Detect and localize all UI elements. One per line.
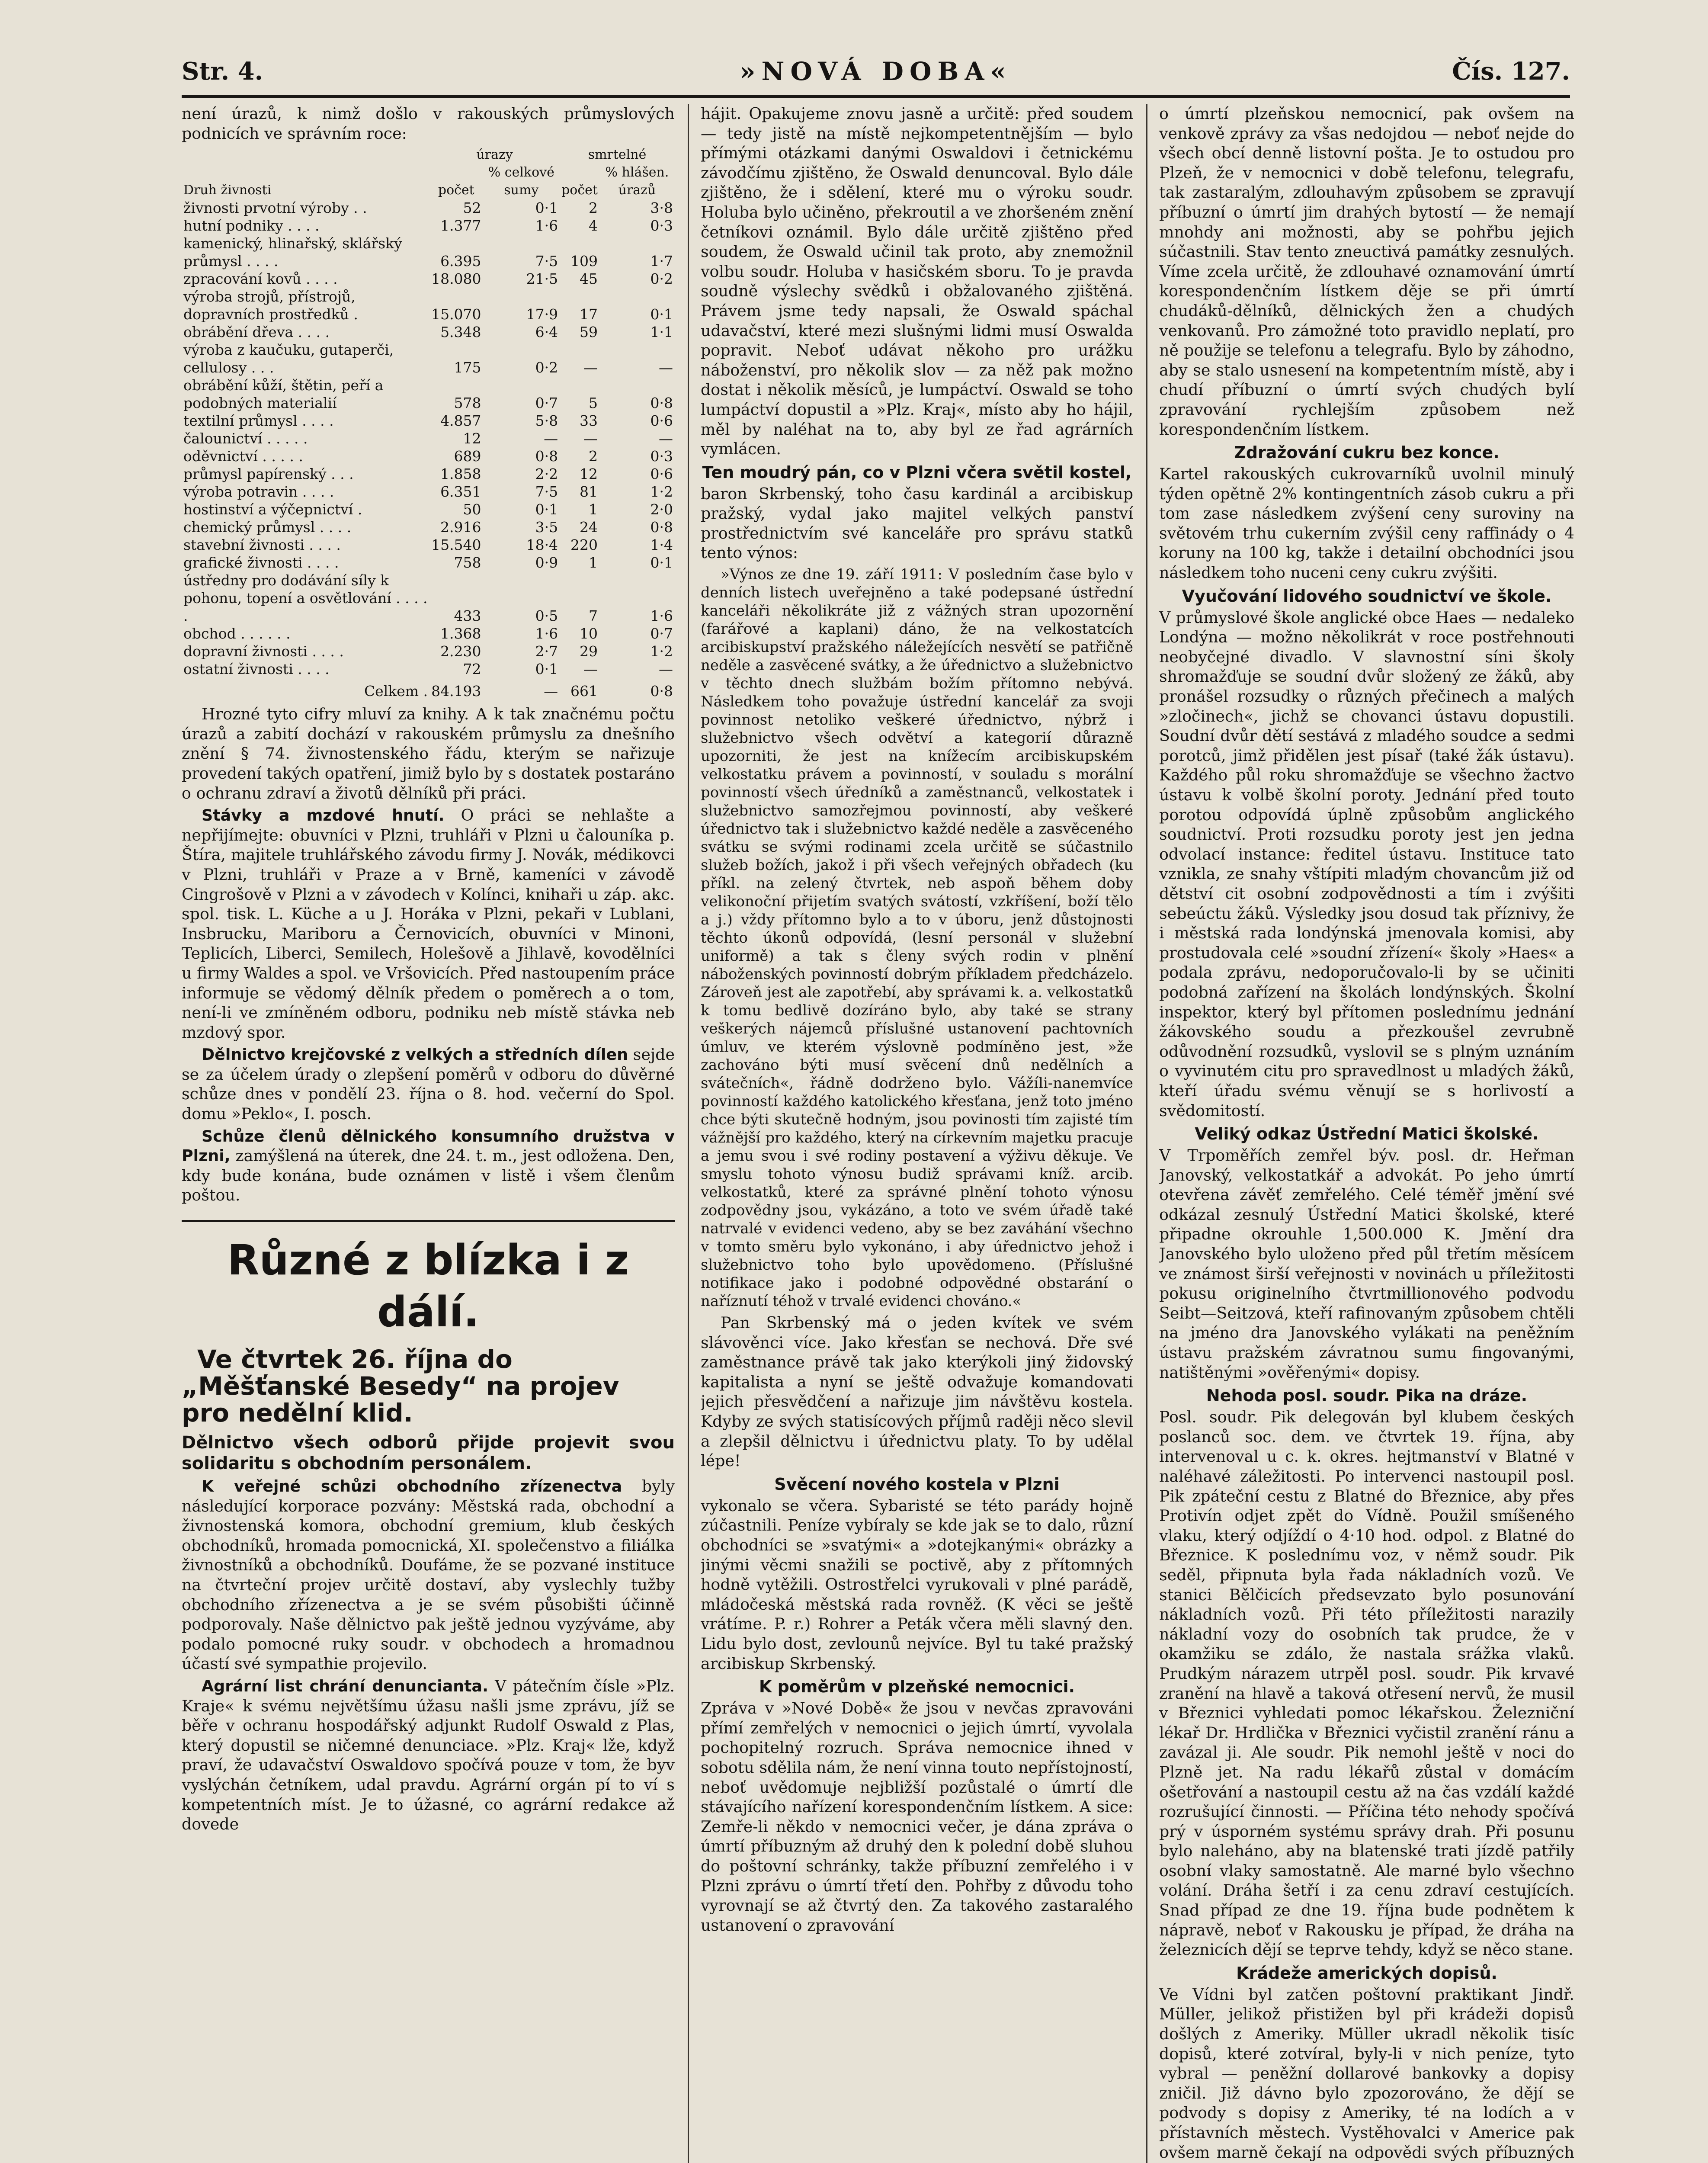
trade-name: stavební živnosti . . . . [183, 536, 341, 554]
column-1 [182, 104, 675, 2163]
fatal-pct-cell: 1·7 [650, 253, 673, 270]
headline-agrarian: Agrární list chrání denunciantа. [202, 1676, 488, 1695]
headline-school-court: Vyučování lidového soudnictví ve škole. [1182, 586, 1552, 606]
article-paragraph: sejde se za účelem úrady o zlepšení poměrů v odboru do důvěrné schůze dnes v pondělí 23. října o 8. hod. večerní do Spol. domu »Peklo«, I. posch. [182, 1045, 675, 1123]
count-cell: 12 [463, 430, 481, 447]
fatal-count-cell: 1 [588, 554, 598, 571]
pct-cell: 1·6 [535, 217, 558, 234]
bold-announcement: Ve čtvrtek 26. října do „Měšťanské Besedy“ na projev pro nedělní klid. [182, 1345, 619, 1428]
count-cell: 4.857 [440, 412, 481, 430]
pct-cell: 7·5 [535, 483, 558, 501]
table-row [182, 642, 675, 660]
table-row [182, 518, 675, 536]
count-cell: 72 [463, 661, 481, 678]
fatal-count-cell: 12 [579, 465, 598, 483]
fatal-count-cell: 220 [570, 536, 598, 554]
headline-tailors: Dělnictvo krejčovské z velkých a středních dílen [202, 1045, 628, 1064]
pct-cell: 5·8 [535, 412, 558, 430]
pct-cell: 3·5 [535, 519, 558, 536]
trade-name: grafické živnosti . . . . [183, 554, 339, 571]
total-count: 84.193 [431, 683, 481, 700]
fatal-pct-cell: 0·8 [650, 519, 673, 536]
fatal-pct-cell: 0·6 [650, 465, 673, 483]
trade-name: kamenický, hlinařský, sklářský průmysl . . . . [183, 235, 402, 270]
fatal-count-cell: 81 [579, 483, 598, 501]
trade-name: obchod . . . . . . [183, 625, 291, 642]
fatal-pct-cell: — [659, 359, 673, 376]
article-paragraph: Zpráva v »Nové Době« že jsou v nevčas zpravováni přímí zemřelých v nemocnici o jejich úmrtí, vyvolala pochopitelný rozruch. Správa nemocnice ihned v sobotu sdělila nám, že není vinna touto nepřístojností, neboť uvědomuje nejbližší pozůstalé o úmrtí dle stávajícího nařízení korespondenčním lístkem. A sice: Zemře-li někdo v nemocnici večer, je dána zpráva o úmrtí příbuzným až druhý den k polední době sluhou do poštovní schránky, takže příbuzní zemřelého i v Plzni zprávu o úmrtí třetí den. Pohřby z důvodu toho vyrovnají se až čtvrtý den. Za takového zastaralého ustanovení o zpravování [701, 1699, 1133, 1935]
fatal-count-cell: 59 [579, 324, 598, 341]
pct-cell: 0·9 [535, 554, 558, 571]
table-row [182, 625, 675, 642]
section-title: Různé z blízka i z dálí. [182, 1220, 675, 1338]
table-row [182, 199, 675, 217]
masthead-title: »NOVÁ DOBA« [740, 57, 1012, 86]
count-cell: 52 [463, 199, 481, 217]
column-2 [701, 104, 1133, 2163]
article-paragraph: o úmrtí plzeňskou nemocnicí, pak ovšem na venkově zprávy za všas nedojdou — neboť nejde do všech obcí denně listovní pošta. Je to ostudou pro Plzeň, že v nemocnici v době telefonu, telegrafu, tak zastaralým, zdlouhavým způsobem se zpravují příbuzní o úmrtí jim drahých bytostí — že nemají mnohdy ani možnosti, aby se pohřbu jejich súčastnili. Stav tento zneuctivá památky zesnulých. Víme zcela určitě, že zdlouhavé oznamování úmrtí korespondenčním lístkem děje se při úmrtí chudáků-dělníků, dělnických žen a chudých venkovanů. Pro zámožné toto pravidlo neplatí, pro ně použije se telefonu a telegrafu. Bylo by záhodno, aby se stalo usnesení na kompetentním místě, aby i chudí příbuzní o úmrtí svých chudých bylí zpravování rychlejším způsobem než korespondenčním lístkem. [1159, 104, 1574, 439]
fatal-count-cell: 109 [570, 253, 598, 270]
article-paragraph: O práci se nehlašte a nepřijímejte: obuvníci v Plzni, truhláři v Plzni u čalouníka p. Štíra, majitele truhlářského závodu firmy J. Novák, médikovci v Plzni, truhláři v Praze a v Brně, kameníci v závodě Cingrošově v Plzni a v závodech v Kolínci, knihaři u záp. akc. spol. tisk. L. Küche a u J. Horáka v Plzni, pekaři v Lublani, Insbrucku, Mariboru a Černovicích, obuvníci v Minoni, Teplicích, Liberci, Semilech, Holešově a Jihlavě, kovodělníci u firmy Waldes a spol. ve Vršovicích. Před nastoupením práce informuje se vědomý dělník předem o poměrech a o tom, není-li ve zmíněném odboru, podniku neb místě stávka neb mzdový spor. [182, 806, 675, 1042]
fatal-pct-cell: 1·4 [650, 536, 673, 554]
stats-body [182, 199, 675, 678]
pct-cell: 7·5 [535, 253, 558, 270]
fatal-pct-cell: 0·3 [650, 217, 673, 234]
table-total-row [182, 678, 675, 700]
page-number: Str. 4. [182, 57, 263, 86]
trade-name: hostinství a výčepnictví . [183, 501, 362, 518]
pct-cell: 18·4 [526, 536, 558, 554]
fatal-pct-cell: — [659, 430, 673, 447]
total-pct: — [544, 683, 558, 700]
fatal-count-cell: 17 [579, 306, 598, 323]
fatal-count-cell: 2 [588, 448, 598, 465]
fatal-pct-cell: — [659, 661, 673, 678]
issue-number: Čís. 127. [1452, 57, 1570, 86]
pct-cell: 6·4 [535, 324, 558, 341]
pct-cell: 0·1 [535, 199, 558, 217]
table-row [182, 483, 675, 501]
table-row [182, 465, 675, 483]
count-cell: 6.351 [440, 483, 481, 501]
table-row [182, 536, 675, 554]
article-paragraph: zamýšlená na úterek, dne 24. t. m., jest odložena. Den, kdy bude konána, bude oznámen v listě i všem členům poštou. [182, 1146, 675, 1205]
count-cell: 1.858 [440, 465, 481, 483]
total-fatal-pct: 0·8 [650, 683, 673, 700]
article-paragraph: Hrozné tyto cifry mluví za knihy. A k tak značnému počtu úrazů a zabití dochází v rakouském průmyslu za dnešního znění § 74. živnostenského řádu, kterým se nařizuje provedení takých opatření, jimiž bylo by s dostatek postaráno o ochranu zdraví a životů dělníků při práci. [182, 705, 675, 802]
headline-letters-theft: Krádeže amerických dopisů. [1236, 1963, 1497, 1983]
trade-name: chemický průmysl . . . . [183, 519, 352, 536]
trade-name: zpracování kovů . . . . [183, 270, 338, 288]
trade-name: oděvnictví . . . . . [183, 448, 303, 465]
col-pct-fatal: % hlášen. úrazů [605, 165, 669, 198]
fatal-pct-cell: 0·1 [650, 306, 673, 323]
count-cell: 578 [454, 395, 481, 412]
page-header [182, 48, 1570, 98]
column-3 [1159, 104, 1574, 2163]
table-row [182, 554, 675, 571]
headline-accident-pik: Nehoda posl. soudr. Pika na dráze. [1206, 1386, 1528, 1406]
fatal-pct-cell: 0·8 [650, 395, 673, 412]
table-row [182, 412, 675, 430]
fatal-pct-cell: 2·0 [650, 501, 673, 518]
table-row [182, 376, 675, 412]
count-cell: 15.070 [431, 306, 481, 323]
headline-church: Svěcení nového kostela v Plzni [774, 1474, 1060, 1494]
pct-cell: 0·7 [535, 395, 558, 412]
fatal-count-cell: 4 [588, 217, 598, 234]
fatal-pct-cell: 0·6 [650, 412, 673, 430]
trade-name: živnosti prvotní výroby . . [183, 199, 367, 217]
trade-name: ústředny pro dodávání síly k pohonu, topení a osvětlování . . . . . [183, 572, 428, 625]
table-row [182, 234, 675, 270]
count-cell: 50 [463, 501, 481, 518]
headline-meeting: K veřejné schůzi obchodního zřízenectva [202, 1477, 622, 1496]
headline-cardinal: Ten moudrý pán, co v Plzni včera světil kostel, [702, 462, 1132, 482]
table-row [182, 501, 675, 518]
headline-bequest: Veliký odkaz Ústřední Matici školské. [1195, 1124, 1539, 1144]
fatal-pct-cell: 3·8 [650, 199, 673, 217]
fatal-pct-cell: 1·2 [650, 483, 673, 501]
pct-cell: 0·1 [535, 501, 558, 518]
count-cell: 5.348 [440, 324, 481, 341]
trade-name: čalounictví . . . . . [183, 430, 308, 447]
headline-strikes: Stávky a mzdové hnutí. [202, 806, 445, 825]
headline-hospital: K poměrům v plzeňské nemocnici. [759, 1677, 1075, 1697]
fatal-count-cell: 7 [588, 607, 598, 625]
fatal-count-cell: — [583, 661, 598, 678]
group-fatal: smrtelné [588, 147, 647, 163]
count-cell: 2.916 [440, 519, 481, 536]
pct-cell: 0·8 [535, 448, 558, 465]
table-row [182, 571, 675, 625]
count-cell: 175 [454, 359, 481, 376]
pct-cell: 0·2 [535, 359, 558, 376]
trade-name: výroba z kaučuku, gutaperči, cellulosy . . . [183, 341, 394, 376]
trade-name: dopravní živnosti . . . . [183, 643, 344, 660]
article-paragraph: V průmyslové škole anglické obce Haes — nedaleko Londýna — možno několikrát v roce postřehnouti neobyčejné divadlo. V slavnostní síni školy shromažďuje se soudní dvůr složený ze žáků, aby pronášel rozsudky o různých přečinech a malých »zločinech«, jichž se chovanci ústavu dopustili. Soudní dvůr dětí sestává z mladého soudce a sedmi porotců, jimž přidělen jest písař (také žák ústavu). Každého půl roku shromažďuje se všechno žactvo ústavu k volbě školní poroty. Jednání před touto porotou odpovídá úplně způsobům anglického soudnictví. Proti rozsudku poroty jest jen jedna odvolací instance: ředitel ústavu. Instituce tato vznikla, ze snahy vštípiti mladým chovancům již od dětství cit osobní zodpovědnosti a tím i zvýšiti sebeúctu žáků. Výsledky jsou dosud tak příznivy, že i městská rada londýnská jmenovala komisi, aby prostudovala celé »soudní zřízení« školy »Haes« a podala zprávu, nedoporučovalo-li by se učiniti podobná zařízení na školách londýnských. Školní inspektor, který byl přítomen poslednímu jednání žákovského soudu a přezkoušel zevrubně odůvodnění rozsudků, vyslovil se s plným uznáním o vyvinutém citu pro spravedlnost u mladých žáků, kteří úřadu svému věnují se s horlivostí a svědomitostí. [1159, 608, 1574, 1120]
table-row [182, 430, 675, 447]
pct-cell: — [544, 430, 558, 447]
table-row [182, 217, 675, 234]
total-label: Celkem . [364, 683, 428, 700]
trade-name: textilní průmysl . . . . [183, 412, 334, 430]
headline-sugar: Zdražování cukru bez konce. [1234, 443, 1500, 462]
table-row [182, 288, 675, 323]
article-paragraph: baron Skrbenský, toho času kardinál a arcibiskup pražský, vydal jako majitel velkých panství prostřednictvím své kanceláře pro správu statků tento výnos: [701, 484, 1133, 562]
pct-cell: 0·5 [535, 607, 558, 625]
table-row [182, 660, 675, 678]
article-paragraph: Kartel rakouských cukrovarníků uvolnil minulý týden opětně 2% kontingentních zásob cukru a při tom zase následkem zvýšení ceny suroviny na světovém trhu cukerním zvýšil ceny raffinády o 4 koruny na 100 kg, takže i detailní obchodníci jsou následkem toho nuceni ceny cukru zvýšiti. [1159, 465, 1574, 582]
article-paragraph: vykonalo se včera. Sybaristé se této parády hojně zúčastnili. Peníze vybíraly se kde jak se to dalo, různí obchodníci se »svatými« a »dotejkanými« obrázky a jinými věcmi snažili se poctivě, aby z přítomných hodně vytěžili. Ostrostřelci vyrukovali v plné parádě, mládočeská městská rada rovněž. (K věci se ještě vrátíme. P. r.) Rohrer a Peták včera měli slavný den. Lidu bylo dost, zevlounů nejvíce. Byl tu také pražský arcibiskup Skrbenský. [701, 1496, 1133, 1673]
count-cell: 758 [454, 554, 481, 571]
fatal-count-cell: 10 [579, 625, 598, 642]
count-cell: 18.080 [431, 270, 481, 288]
table-row [182, 323, 675, 341]
group-accidents: úrazy [476, 147, 513, 163]
count-cell: 689 [454, 448, 481, 465]
fatal-pct-cell: 0·7 [650, 625, 673, 642]
fatal-count-cell: 29 [579, 643, 598, 660]
fatal-pct-cell: 0·1 [650, 554, 673, 571]
col-pct: % celkové sumy [488, 165, 554, 198]
fatal-count-cell: 45 [579, 270, 598, 288]
pct-cell: 21·5 [526, 270, 558, 288]
fatal-count-cell: — [583, 430, 598, 447]
count-cell: 1.377 [440, 217, 481, 234]
trade-name: výroba strojů, přístrojů, dopravních prostředků . [183, 288, 358, 323]
headline-cooperative: Schůze členů dělnického konsumního družstva v Plzni, [182, 1126, 675, 1165]
count-cell: 1.368 [440, 625, 481, 642]
article-paragraph: byly následující korporace pozvány: Městská rada, obchodní a živnostenská komora, obchodní gremium, klub českých obchodníků, hromada pomocnická, XI. společenstvo a filiálka živnostníků a obchodníků. Doufáme, že se pozvané instituce na čtvrteční projev určitě dostaví, aby vyslechly tužby obchodního zřízenectva a je se svém působišti účinně podporovaly. Naše dělnictvo pak ještě jednou vyzýváme, aby podalo pomocné ruky soudr. v obchodech a hromadnou účastí své sympathie projevilo. [182, 1477, 675, 1673]
article-paragraph: hájit. Opakujeme znovu jasně a určitě: před soudem — tedy jistě na místě nejkompetentnějším — bylo přímými otázkami danými Oswaldovi i četnickému závodčímu zjištěno, že Oswald denuncoval. Bylo dále zjištěno, že i sdělení, které mu o výroku soudr. Holuba bylo učiněno, překroutil a ve zhoršeném znění četníkovi oznámil. Bylo dále určitě zjištěno před soudem, že Oswald učinil tak proto, aby znemožnil volbu soudr. Holuba v hasičském sboru. To je pravda soudně výslechy svědků i obžalovaného zjištěná. Právem jsme tedy napsali, že Oswald spáchal udavačství, které mezi slušnými lidmi musí Oswalda popravit. Neboť udávat někoho pro urážku náboženství, pro několik slov — za něž pak možno dostat i několik měsíců, je lumpáctví. Oswald se toho lumpáctví dopustil a »Plz. Kraj«, místo aby ho hájil, měl by naléhat na to, aby byl ze řad agrárních vymlácen. [701, 104, 1133, 459]
announcement-sub: Dělnictvo všech odborů přijde projevit svou solidaritu s obchodním personálem. [182, 1433, 675, 1474]
article-paragraph: Pan Skrbenský má o jeden kvítek ve svém slávověnci více. Jako křesťan se nechová. Dře své zaměstnance právě tak jako kterýkoli jiný židovský kapitalista a nyní se ještě odvažuje komandovati jejich přesvědčení a nařizuje jim návštěvu kostela. Kdyby ze svých statisícových příjmů raději něco slevil a zlepšil dělnictvu i úřednictvu platy. To by udělal lépe! [701, 1313, 1133, 1470]
col-count-fatal: počet [561, 183, 598, 198]
fatal-pct-cell: 0·2 [650, 270, 673, 288]
fatal-count-cell: — [583, 359, 598, 376]
fatal-pct-cell: 1·2 [650, 643, 673, 660]
count-cell: 2.230 [440, 643, 481, 660]
count-cell: 15.540 [431, 536, 481, 554]
column-rule [1146, 104, 1147, 2163]
count-cell: 433 [454, 607, 481, 625]
trade-name: ostatní živnosti . . . . [183, 661, 330, 678]
accident-intro: není úrazů, k nimž došlo v rakouských průmyslových podnicích ve správním roce: [182, 104, 675, 143]
table-row [182, 447, 675, 465]
col-count: počet [438, 183, 474, 198]
article-paragraph: Posl. soudr. Pik delegován byl klubem českých poslanců soc. dem. ve čtvrtek 19. října, aby intervenoval u c. k. okres. hejtmanství v Blatné v naléhavé záležitosti. Po intervenci nastoupil posl. Pik zpáteční cestu z Blatné do Březnice, aby přes Protivín odjet zpět do Vídně. Použil smíšeného vlaku, který odjíždí o 4·10 hod. odpol. z Blatné do Březnice. K poslednímu voz, v němž soudr. Pik seděl, připnuta byla řada nákladních vozů. Ve stanici Bělčicích předsevzato bylo posunování nákladních vozů. Při této příležitosti narazily nákladní vozy do osobních tak prudce, že v okamžiku se zdálo, že nastala srážka vlaků. Prudkým nárazem utrpěl posl. soudr. Pik krvavé zranění na hlavě a taková otřesení nervů, že musil v Březnici vyhledati pomoc lékařskou. Železniční lékař Dr. Hrdlička v Březnici vyčistil zranění ránu a zavázal ji. Ale soudr. Pik nemohl ještě v noci do Plzně jet. Na radu lékařů zůstal v domácím ošetřování a nastoupil cestu až na čas vzdálí každé rozrušující činnosti. — Příčina této nehody spočívá prý v úsporném systému správy drah. Při posunu bylo naleháno, aby na blatenské trati jízdě patřily osobní vlaky samostatně. Ale marné bylo všechno volání. Dráha šetří i za cenu zdraví cestujících. Snad případ ze dne 19. října bude podnětem k nápravě, neboť v Rakousku je případ, že dráha na železnicích dějí se teprve tehdy, když se něco stane. [1159, 1408, 1574, 1959]
trade-name: výroba potravin . . . . [183, 483, 334, 501]
trade-name: obrábění kůží, štětin, peří a podobných materialií [183, 377, 384, 412]
table-row [182, 341, 675, 376]
pct-cell: 0·1 [535, 661, 558, 678]
trade-name: obrábění dřeva . . . . [183, 324, 330, 341]
fatal-count-cell: 5 [588, 395, 598, 412]
fatal-pct-cell: 1·1 [650, 324, 673, 341]
col-trade: Druh živnosti [183, 183, 272, 198]
fatal-pct-cell: 1·6 [650, 607, 673, 625]
article-paragraph: V pátečním čísle »Plz. Kraje« k svému největšímu úžasu našli jsme zprávu, jíž se běře v ochranu hospodářský adjunkt Rudolf Oswald z Plas, který dopustil se ničemné denunciace. »Plz. Kraj« lže, když praví, že udavačství Oswaldovo spočívá pouze v tom, že byv vyslýchán četníkem, udal pravdu. Agrární orgán pí to ví s kompetentních míst. Je to úžasné, co agrární redakce až dovede [182, 1676, 675, 1834]
trade-name: hutní podniky . . . . [183, 217, 320, 234]
accident-stats-table [182, 146, 675, 700]
article-paragraph: V Trpoměřích zemřel býv. posl. dr. Heřman Janovský, velkostatkář a advokát. Po jeho úmrtí otevřena závěť zemřelého. Celé téměř jmění své odkázal zesnulý Ústřední Matici školské, které připadne okrouhle 1,500.000 K. Jmění dra Janovského bylo uloženo před půl třetím měsícem ve známost širší veřejnosti v novinách u příležitosti pokusu originelního čtvrtmillionového podvodu Seibt—Seitzová, kteří rafinovaným způsobem chtěli na jméno dra Janovského vylákati na peněžním ústavu pražském závratnou sumu fingovanými, natištěnými »ověřenými« dopisy. [1159, 1146, 1574, 1382]
pct-cell: 2·2 [535, 465, 558, 483]
pct-cell: 2·7 [535, 643, 558, 660]
decree-quote: »Výnos ze dne 19. září 1911: V posledním čase bylo v denních listech uveřejněno a také podepsané ústřední kanceláři několikráte již z vážných stran upozornění (farářové a kaplani) dáno, že na velkostatcích arcibiskupství pražského náležejících nesvětí se patřičně neděle a zasvěcené svátky, a že úřednictvo a služebnictvo v těchto dnech službám božím přítomno nebývá. Následkem toho považuje ústřední kancelář za svoji povinnost netoliko veškeré úřednictvo, nýbrž i služebnictvo všech odvětví a kategorií důrazně upozorniti, že jest na knížecím arcibiskupském velkostatku právem a povinností, v souladu s morální povinností všech úředníků a zaměstnanců, velkostatek i služebnictvo samozřejmou povinností, aby veškeré úřednictvo tak i služebnictvo každé neděle a zasvěceného svátku se svými rodinami zcela určitě se súčastnilo služeb božích, jakož i při všech veřejných obřadech (ku příkl. na zelený čtvrtek, neb aspoň během doby velikonoční přijetím svatých svátostí, vzkříšení, boží tělo a j.) vždy přítomno bylo a to v úboru, jenž důstojnosti těchto úkonů odpovídá, (lesní personál v služební uniformě) a tak s členy svých rodin v plnění náboženských povinností dobrým příkladem předcházelo. Zároveň jest ale zapotřebí, aby správami k. a. velkostatků k tomu bedlivě dozíráno bylo, aby také se strany veškerých nájemců příslušné ustanovení pachtovních úmluv, ve kterém výslovně podmíněno jest, »že zachováno býti musí svěcení dnů nedělních a svátečních«, řádně dodrženo bylo. Vážíli-nanemvíce povinností každého katolického křesťana, jenž toto jméno chce býti skutečně hodným, jsou povinosti tím zajisté tím vážnější pro každého, který na církevním majetku pracuje a jemu svou i své rodiny postavení a výživu děkuje. Ve smyslu tohoto výnosu budiž správami kníž. arcib. velkostatků, které za správné plnění tohoto výnosu zodpovědny jsou, vykázáno, a toto ve svém úřadě také natrvalé v evidenci vedeno, aby se bez zaváhání všechno v tomto směru bylo vykonáno, i aby úřednictvo jehož i služebnictvo toho bylo upovědomeno. (Příslušné notifikace jako i podobné odpovědné obstarání o naříznutí téhož v trvalé evidenci chováno.« [701, 566, 1133, 1310]
trade-name: průmysl papírenský . . . [183, 465, 354, 483]
column-rule [688, 104, 689, 2163]
total-fatal: 661 [570, 683, 598, 700]
fatal-count-cell: 2 [588, 199, 598, 217]
fatal-count-cell: 33 [579, 412, 598, 430]
fatal-pct-cell: 0·3 [650, 448, 673, 465]
pct-cell: 1·6 [535, 625, 558, 642]
count-cell: 6.395 [440, 253, 481, 270]
table-row [182, 270, 675, 288]
fatal-count-cell: 1 [588, 501, 598, 518]
fatal-count-cell: 24 [579, 519, 598, 536]
article-paragraph: Ve Vídni byl zatčen poštovní praktikant Jindř. Müller, jelikož přistižen byl při krádeži dopisů došlých z Ameriky. Müller ukradl několik tisíc dopisů, které zotvíral, byly-li v nich peníze, tyto vybral — peněžní dollarové bankovky a dopisy zničil. Již dávno bylo zpozorováno, že dějí se podvody s dopisy z Ameriky, té na lodích a v přístavních městech. Vystěhovalci v Americe pak ovšem marně čekají na odpovědi svých příbuzných [1159, 1985, 1574, 2162]
pct-cell: 17·9 [526, 306, 558, 323]
